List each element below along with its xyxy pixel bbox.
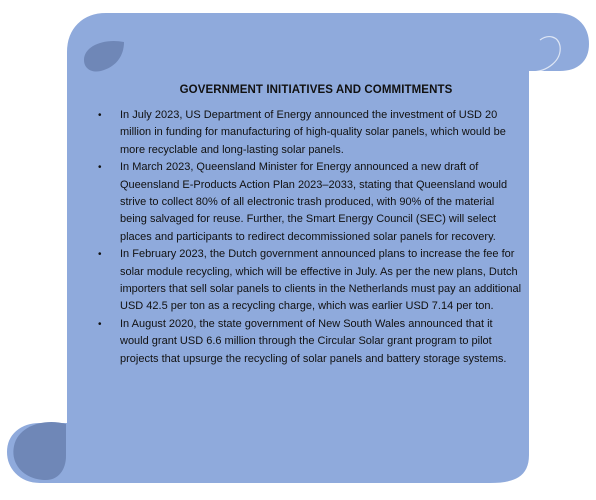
list-item <box>94 246 524 316</box>
bullet-icon: • <box>98 318 102 330</box>
list-item-text: In August 2020, the state government of New South Wales announced that it would grant USD 6.6 million through the Circular Solar grant program to pilot projects that upsurge the recycling of solar panels and battery storage systems. <box>120 317 507 365</box>
list-item-text: In March 2023, Queensland Minister for Energy announced a new draft of Queensland E-Products Action Plan 2023–2033, stating that Queensland would strive to collect 80% of all electronic trash produced, with 90% of the material being salvaged for reuse. Further, the Smart Energy Council (SEC) will select places and participants to redirect decommissioned solar panels for recovery. <box>120 161 508 243</box>
list-item <box>94 107 524 159</box>
document-body <box>94 84 524 368</box>
list-item <box>94 316 524 368</box>
initiatives-list <box>94 107 524 368</box>
list-item-text: In July 2023, US Department of Energy announced the investment of USD 20 million in funding for manufacturing of high-quality solar panels, which would be more recyclable and long-lasting solar panels. <box>120 109 506 156</box>
bullet-icon: • <box>98 249 102 261</box>
document-heading: GOVERNMENT INITIATIVES AND COMMITMENTS <box>179 84 453 96</box>
bullet-icon: • <box>98 162 102 174</box>
bullet-icon: • <box>98 110 102 121</box>
list-item <box>94 159 524 246</box>
list-item-text: In February 2023, the Dutch government announced plans to increase the fee for solar module recycling, which will be effective in July. As per the new plans, Dutch importers that sell solar panels to clients in the Netherlands must pay an additional USD 42.5 per ton as a recycling charge, which was earlier USD 7.14 per ton. <box>120 248 522 313</box>
